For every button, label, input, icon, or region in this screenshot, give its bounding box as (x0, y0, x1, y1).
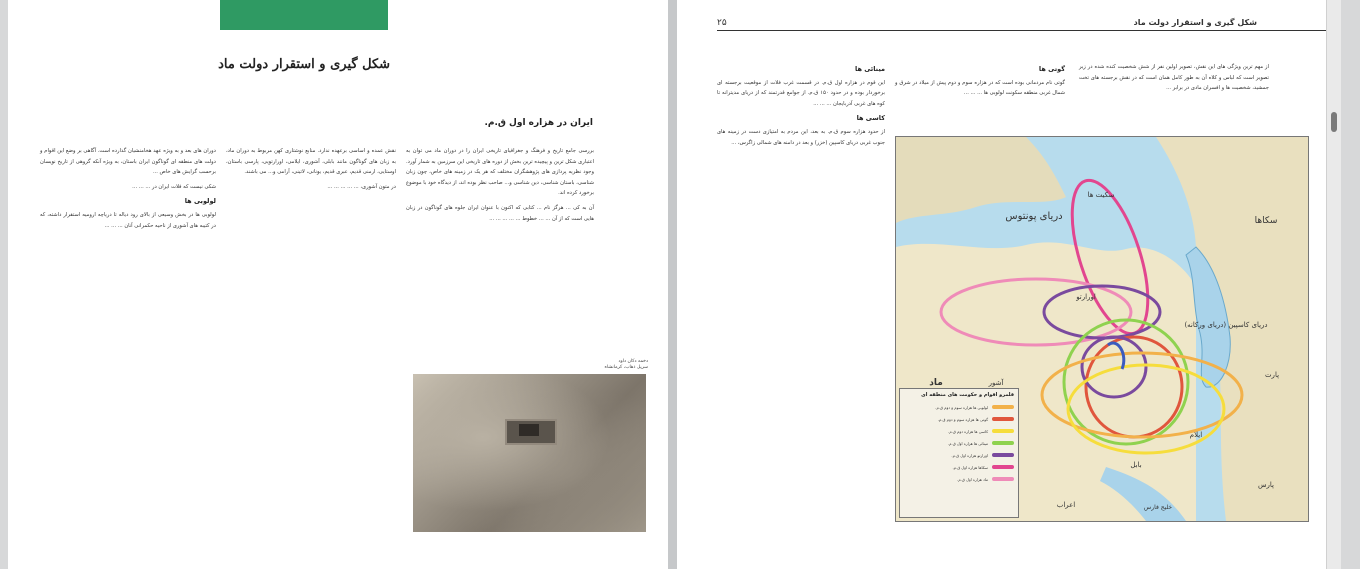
gutians-column (895, 62, 1065, 103)
map-label-parthia: پارت (1264, 371, 1280, 379)
vertical-scrollbar[interactable] (1326, 0, 1341, 569)
map-label-caspian: دریای کاسپین (دریای ورکانه) (1184, 321, 1268, 329)
photo-caption (564, 359, 648, 371)
legend-title: قلمرو اقوام و حکومت های منطقه ای (921, 392, 1014, 398)
text-column-3 (40, 146, 216, 235)
legend-item (900, 401, 1018, 413)
map-label-urartu: اورارتو (1076, 293, 1096, 301)
paragraph: نقش عمده و اساسی برعهده ندارد. منابع نوشتاری کهن مربوط به دوران ماد، به زبان های گوناگون مانند بابلی، آشوری، ایلامی، اورارتویی، پارسی باستان، اوستایی، ارمنی قدیم، عبری قدیم، یونانی، لاتینی، آرامی و... می باشند. (226, 148, 396, 176)
kassites-heading: کاسی ها (856, 114, 885, 123)
legend-swatch (992, 429, 1014, 433)
paragraph: لولوبی ها در بخش وسیعی از بالای رود دیاله تا دریاچه ارومیه استقرار داشته، که در کتیبه های آشوری از ناحیه حکمرانی آنان ... ... ... (40, 211, 216, 229)
text-column-2 (226, 146, 396, 196)
map-label-mada: ماد (929, 378, 943, 388)
header-rule (717, 30, 1327, 31)
map-label-scythians: سکاها (1254, 216, 1278, 226)
lullubi-heading: لولوبی ها (184, 197, 216, 206)
legend-item (900, 473, 1018, 485)
legend-item (900, 437, 1018, 449)
legend-swatch (992, 465, 1014, 469)
legend-label: کاسی ها هزاره دوم ق.م. (948, 428, 988, 434)
paragraph: این قوم در هزاره اول ق.م. در قسمت غرب فلات از موقعیت برجسته ای برخوردار بوده و در حدود ۱۵۰ ق.م. از جوامع قدرتمند که از دریای مدیترانه تا کوه های غربی آذربایجان ... ... ... (717, 79, 885, 107)
caption-line: سرپل ذهاب، کرمانشاه (604, 365, 648, 370)
tomb-door (519, 424, 539, 436)
intro-column (1079, 62, 1269, 98)
page-number: ۲۵ (717, 18, 727, 28)
map-label-arabia: اعراب (1056, 501, 1076, 509)
legend-label: سکاها هزاره اول ق.م. (952, 464, 988, 470)
scrollbar-thumb[interactable] (1331, 112, 1337, 132)
legend-swatch (992, 477, 1014, 481)
chapter-color-bar (220, 0, 388, 30)
paragraph: گوتی نام مردمانی بوده است که در هزاره سوم و دوم پیش از میلاد در شرق و شمال غربی منطقه سکونت لولوبی ها ... ... ... (895, 79, 1065, 97)
map-label-black-sea: دریای پونتوس (1005, 211, 1063, 222)
legend-swatch (992, 417, 1014, 421)
map-label-assyria: آشور (988, 379, 1004, 387)
legend-label: اورارتو هزاره اول ق.م. (951, 452, 988, 458)
page-gutter (668, 0, 677, 569)
legend-label: لولوبی ها هزاره سوم و دوم ق.م. (935, 404, 988, 410)
paragraph: از مهم ترین ویژگی های این نقش، تصویر اولین نفر از شش شخصیت کنده شده در زیر تصویر است که لباس و کلاه آن به طور کامل همان است که در نقش برجسته های تخت جمشید، شخصیت ها و افسران مادی در برابر ... (1079, 64, 1269, 92)
paragraph: در متون آشوری، ... ... ... ... ... (327, 183, 396, 190)
map-label-persia: پارس (1257, 481, 1275, 489)
legend-item (900, 449, 1018, 461)
text-column-right (717, 62, 885, 152)
mannaeans-heading: مینائی ها (855, 65, 885, 73)
legend-swatch (992, 453, 1014, 457)
text-column-1 (406, 146, 594, 228)
map-label-cimmerians: سکیت ها (1087, 191, 1115, 199)
legend-label: ماد هزاره اول ق.م. (957, 476, 988, 482)
left-page (8, 0, 668, 569)
section-heading: ایران در هزاره اول ق.م. (484, 118, 593, 128)
map-label-babylon: بابل (1130, 461, 1142, 469)
legend-label: مینائی ها هزاره اول ق.م. (947, 440, 988, 446)
paragraph: دوران های بعد و به ویژه عهد هخامنشیان گذارده است. آگاهی بر وضع این اقوام و دولت های منطقه ای گوناگون ایران باستان، به ویژه آنکه گروهی از تاریخ نویسان برحسب گرایش های خاص ... (40, 148, 216, 176)
rock-tomb-photo (413, 374, 646, 532)
gutians-heading: گوتی ها (1038, 65, 1065, 73)
legend-item (900, 461, 1018, 473)
legend-item (900, 425, 1018, 437)
paragraph: شکی نیست که فلات ایران در ... ... ... (132, 183, 216, 190)
map-label-elam: ایلام (1189, 431, 1203, 439)
running-head: شکل گیری و استقرار دولت ماد (1133, 18, 1257, 27)
caption-line: دخمه دکان داود (618, 359, 648, 364)
map-legend (899, 388, 1019, 518)
paragraph: از حدود هزاره سوم ق.م. به بعد، این مردم به امتیازی دست در زمینه های جنوب غربی دریای کاسپین (خزر) و بعد در دامنه های شمالی زاگرس، ... (717, 128, 885, 146)
paragraph: آن به کی ... هرگز نام ... کتابی که اکنون با عنوان ایران جلوه های گوناگون در زبان هایی است که از آن ... ... خطوط ... ... ... ... ... (406, 204, 594, 222)
map-label-persian-gulf: خلیج فارس (1143, 504, 1173, 511)
right-page (677, 0, 1341, 569)
paragraph: بررسی جامع تاریخ و فرهنگ و جغرافیای تاریخی ایران را در دوران ماد می توان به اعتباری شکل ترین و پیچیده ترین بخش از دوره های تاریخی این سرزمین به شمار آورد. وجود نظریه پردازی های پژوهشگران مختلف که هر یک در زمینه های خاص، چون زبان شناسی، باستان شناسی، دین شناسی و... صاحب نظر بوده اند، از دیدگاه خود با موضوع برخورد کرده اند. (406, 148, 594, 197)
legend-swatch (992, 405, 1014, 409)
legend-swatch (992, 441, 1014, 445)
legend-item (900, 413, 1018, 425)
page-title: شکل گیری و استقرار دولت ماد (218, 57, 390, 72)
legend-items (900, 401, 1018, 485)
legend-label: گوتی ها هزاره سوم و دوم ق.م. (937, 416, 988, 422)
